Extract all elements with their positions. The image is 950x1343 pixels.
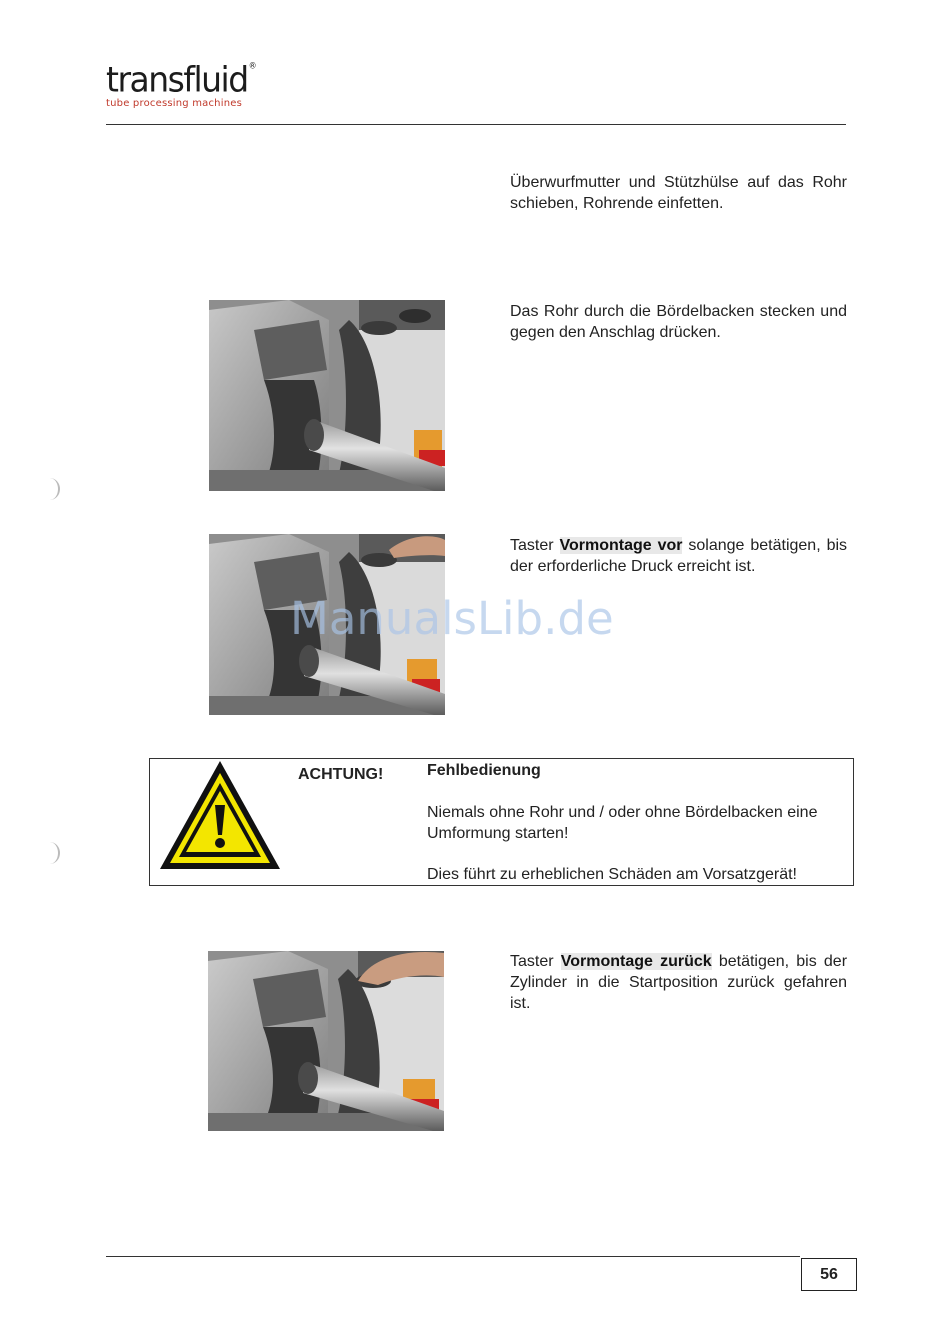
warning-title: Fehlbedienung — [427, 762, 541, 779]
step-3-text: Taster Vormontage vor solange betätigen, bis der erforderliche Druck erreicht ist. — [510, 537, 848, 575]
punch-hole-mark — [40, 478, 60, 500]
header-divider — [106, 124, 846, 125]
logo-tagline: tube processing machines — [106, 98, 242, 109]
logo-brand-text: transfluid — [106, 58, 248, 100]
warning-line-2: Dies führt zu erheblichen Schäden am Vorsatzgerät! — [427, 866, 797, 883]
warning-label: ACHTUNG! — [298, 766, 384, 783]
page-number: 56 — [801, 1258, 857, 1291]
footer-divider — [106, 1256, 800, 1257]
watermark: ManualsLib.de — [290, 592, 614, 645]
warning-triangle-icon — [158, 759, 282, 876]
step-4-text: Taster Vormontage zurück betätigen, bis der Zylinder in die Startposition zurück gefahren ist. — [510, 953, 848, 1012]
button-name-vormontage-zurueck: Vormontage zurück — [560, 953, 712, 970]
button-name-vormontage-vor: Vormontage vor — [559, 537, 683, 554]
warning-box — [149, 758, 854, 886]
warning-line-1: Niemals ohne Rohr und / oder ohne Bördelbacken eine Umformung starten! — [427, 804, 818, 842]
company-logo — [106, 58, 257, 109]
photo-press-return-button — [208, 951, 444, 1131]
step-1-text: Überwurfmutter und Stützhülse auf das Rohr schieben, Rohrende einfetten. — [510, 174, 847, 212]
photo-tube-inserted — [209, 300, 445, 491]
logo-wordmark — [106, 58, 257, 100]
step-2-text: Das Rohr durch die Bördelbacken stecken und gegen den Anschlag drücken. — [510, 303, 847, 341]
punch-hole-mark — [40, 842, 60, 864]
registered-mark: ® — [248, 60, 257, 71]
